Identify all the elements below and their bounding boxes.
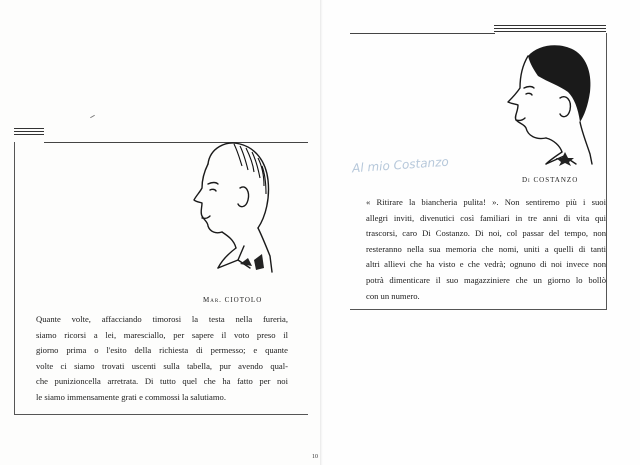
right-paragraph-line: resteranno nella sua memoria che nomi, uniti a quelli di tanti bbox=[366, 243, 606, 254]
left-frame-side bbox=[14, 142, 15, 414]
right-paragraph-line: altri allievi che ha visto e che vedrà; ognuno di noi invece non bbox=[366, 259, 606, 270]
right-paragraph bbox=[366, 195, 606, 304]
right-frame-bottom bbox=[350, 309, 607, 310]
right-portrait-caption: Di COSTANZO bbox=[522, 176, 579, 184]
storekeeper-caricature-profile-icon bbox=[498, 42, 594, 166]
handwritten-dedication: Al mio Costanzo bbox=[351, 154, 450, 176]
page-gutter bbox=[320, 0, 323, 465]
left-triple-rule bbox=[14, 128, 44, 137]
right-paragraph-line: allegri inviti, divenutici così familiari in tre anni di vita qui bbox=[366, 212, 606, 223]
left-paragraph-line: Quante volte, affacciando timorosi la testa nella fureria, bbox=[36, 314, 288, 324]
left-portrait-caption: Mar. CIOTOLO bbox=[203, 296, 263, 304]
right-paragraph-line: trascorsi, caro Di Costanzo. Di noi, col passar del tempo, non bbox=[366, 228, 606, 239]
officer-caricature-profile-icon bbox=[178, 136, 274, 274]
page-number: 10 bbox=[312, 454, 318, 460]
right-paragraph-line: potrà dimenticare il suo magazziniere che un giorno lo bollò bbox=[366, 274, 606, 285]
left-paragraph-line: volte ci siamo trovati uscenti sulla tabella, pur avendo qual- bbox=[36, 360, 288, 371]
right-triple-rule bbox=[494, 25, 606, 34]
right-paragraph-line: con un numero. bbox=[366, 290, 420, 301]
right-frame-side bbox=[606, 33, 607, 309]
left-paragraph bbox=[36, 312, 288, 406]
right-paragraph-line: « Ritirare la biancheria pulita! ». Non sentiremo più i suoi bbox=[366, 197, 606, 207]
left-paragraph-line: che punizioncella arretrata. Di tutto quel che ha fatto per noi bbox=[36, 376, 288, 387]
left-paragraph-line: giorno prima o l'esito della richiesta di permesso; e quante bbox=[36, 345, 288, 356]
left-paragraph-line: siamo ricorsi a lei, maresciallo, per sapere il voto preso il bbox=[36, 329, 288, 340]
left-frame-bottom bbox=[14, 414, 308, 415]
right-frame-top bbox=[350, 33, 495, 34]
left-paragraph-line: le siamo immensamente grati e commossi la salutiamo. bbox=[36, 391, 226, 402]
